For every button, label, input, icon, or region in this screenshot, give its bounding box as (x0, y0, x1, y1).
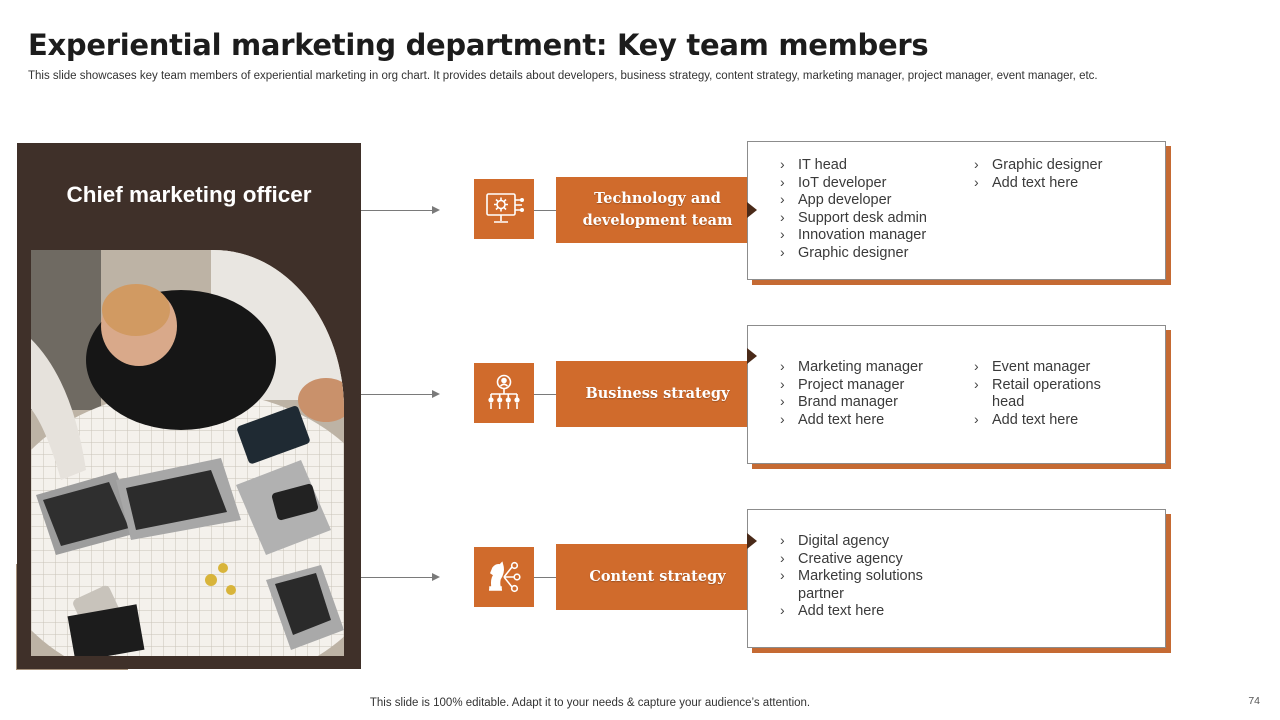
connector-arrow-2 (361, 394, 438, 395)
connector-line-3 (534, 577, 556, 578)
list-item: › Creative agency (778, 551, 968, 569)
list-item: › Add text here (972, 412, 1122, 430)
list-item: › Marketing solutions partner (778, 568, 968, 603)
card-notch (747, 202, 757, 218)
list-item: › Add text here (778, 412, 968, 430)
list-item: › Add text here (972, 175, 1152, 193)
footer-note: This slide is 100% editable. Adapt it to your needs & capture your audience’s attention. (369, 697, 811, 709)
connector-arrow-3 (361, 577, 438, 578)
list-item: › IoT developer (778, 175, 968, 193)
list-item: › Retail operations head (972, 377, 1122, 412)
connector-line-2 (534, 394, 556, 395)
cmo-title: Chief marketing officer (66, 182, 312, 207)
list-item: › Support desk admin (778, 210, 968, 228)
list-item: › Brand manager (778, 394, 968, 412)
team-box-business: Business strategy (556, 361, 759, 427)
list-item: › Digital agency (778, 533, 968, 551)
technology-roles-col1 (778, 157, 968, 263)
monitor-gear-icon (474, 179, 534, 239)
list-item: › Project manager (778, 377, 968, 395)
list-item: › App developer (778, 192, 968, 210)
team-box-content: Content strategy (556, 544, 759, 610)
list-item: › Innovation manager (778, 227, 968, 245)
page-subtitle: This slide showcases key team members of experiential marketing in org chart. It provides details about developers, business strategy, content strategy, marketing manager, project manager, event manager, etc. (28, 70, 1098, 82)
team-hierarchy-icon (474, 363, 534, 423)
business-roles-col1 (778, 359, 968, 429)
content-roles-col1 (778, 533, 968, 621)
page-number: 74 (1248, 695, 1260, 707)
list-item: › Marketing manager (778, 359, 968, 377)
connector-arrow-1 (361, 210, 438, 211)
connector-line-1 (534, 210, 556, 211)
list-item: › IT head (778, 157, 968, 175)
page-title: Experiential marketing department: Key team members (28, 28, 929, 62)
list-item: › Event manager (972, 359, 1122, 377)
team-box-technology: Technology and development team (556, 177, 759, 243)
chess-knight-network-icon (474, 547, 534, 607)
list-item: › Graphic designer (778, 245, 968, 263)
list-item: › Graphic designer (972, 157, 1152, 175)
card-notch (747, 533, 757, 549)
list-item: › Add text here (778, 603, 968, 621)
card-notch (747, 348, 757, 364)
technology-roles-col2 (972, 157, 1152, 192)
business-roles-col2 (972, 359, 1122, 429)
team-meeting-photo (31, 250, 344, 656)
